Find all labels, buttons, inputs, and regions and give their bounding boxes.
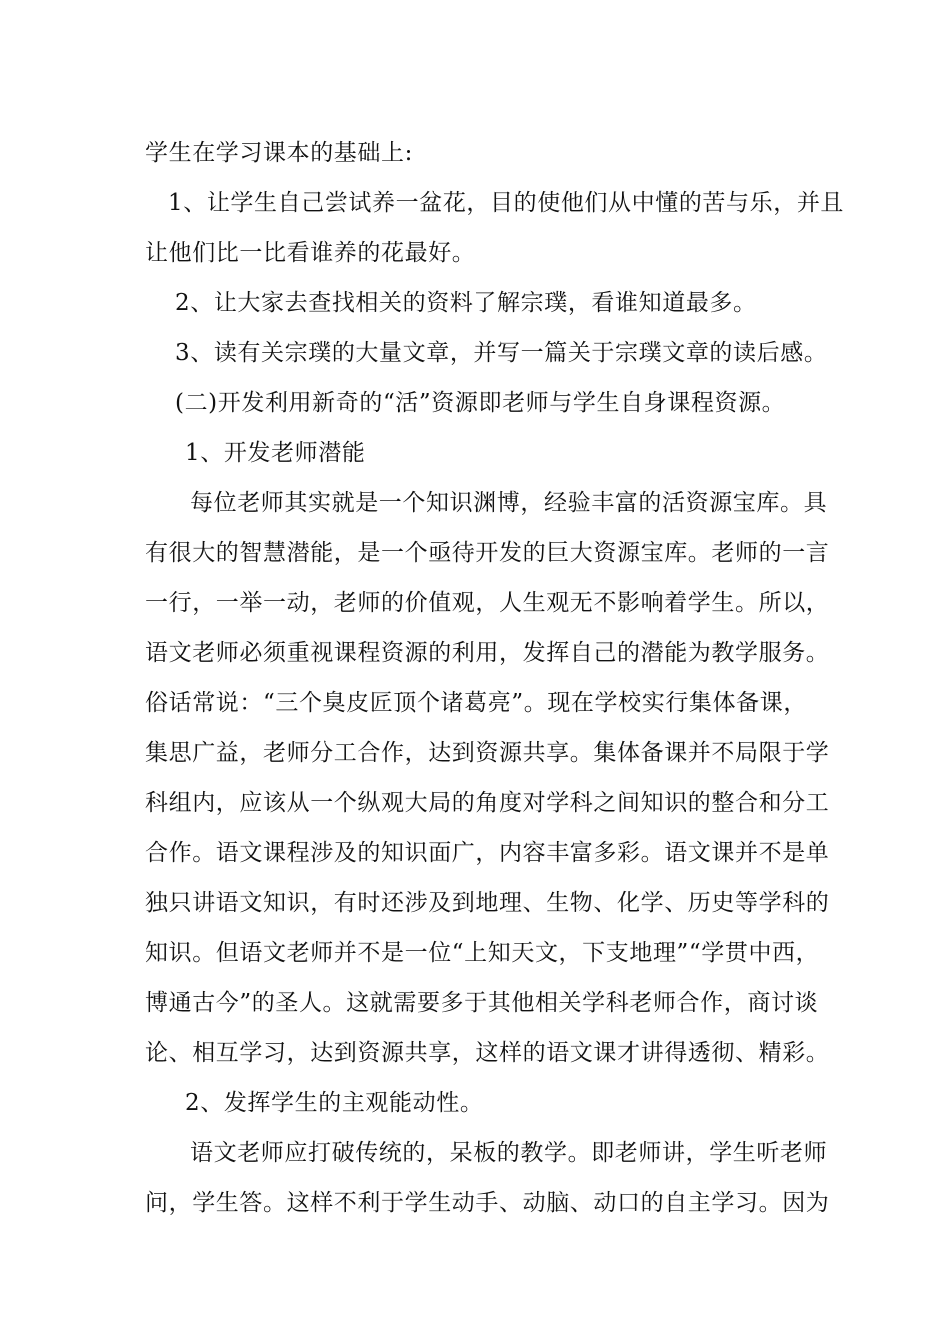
text-line: 问，学生答。这样不利于学生动手、动脑、动口的自主学习。因为 <box>145 1190 830 1216</box>
text-line: 知识。但语文老师并不是一位“上知天文，下支地理”“学贯中西， <box>145 940 820 966</box>
text-line: 科组内，应该从一个纵观大局的角度对学科之间知识的整合和分工 <box>145 790 830 816</box>
text-line: 1、开发老师潜能 <box>185 440 366 466</box>
text-line: 1、让学生自己尝试养一盆花，目的使他们从中懂的苦与乐，并且 <box>168 190 845 216</box>
text-line: 有很大的智慧潜能，是一个亟待开发的巨大资源宝库。老师的一言 <box>145 540 830 566</box>
text-line: 2、让大家去查找相关的资料了解宗璞，看谁知道最多。 <box>175 290 757 316</box>
text-line: 一行，一举一动，老师的价值观，人生观无不影响着学生。所以， <box>145 590 830 616</box>
text-line: 俗话常说：“三个臭皮匠顶个诸葛亮”。现在学校实行集体备课， <box>145 690 807 716</box>
text-line: 独只讲语文知识，有时还涉及到地理、生物、化学、历史等学科的 <box>145 890 830 916</box>
text-line: 2、发挥学生的主观能动性。 <box>185 1090 484 1116</box>
text-line: 让他们比一比看谁养的花最好。 <box>145 240 476 266</box>
text-line: 博通古今”的圣人。这就需要多于其他相关学科老师合作，商讨谈 <box>145 990 819 1016</box>
text-line: 3、读有关宗璞的大量文章，并写一篇关于宗璞文章的读后感。 <box>175 340 828 366</box>
text-line: 论、相互学习，达到资源共享，这样的语文课才讲得透彻、精彩。 <box>145 1040 830 1066</box>
text-line: 合作。语文课程涉及的知识面广，内容丰富多彩。语文课并不是单 <box>145 840 830 866</box>
text-line: 语文老师应打破传统的，呆板的教学。即老师讲，学生听老师 <box>190 1140 828 1166</box>
text-line: 集思广益，老师分工合作，达到资源共享。集体备课并不局限于学 <box>145 740 830 766</box>
text-line: 学生在学习课本的基础上: <box>145 140 413 166</box>
text-line: (二)开发利用新奇的“活”资源即老师与学生自身课程资源。 <box>175 390 786 416</box>
text-line: 语文老师必须重视课程资源的利用，发挥自己的潜能为教学服务。 <box>145 640 830 666</box>
text-line: 每位老师其实就是一个知识渊博，经验丰富的活资源宝库。具 <box>190 490 828 516</box>
